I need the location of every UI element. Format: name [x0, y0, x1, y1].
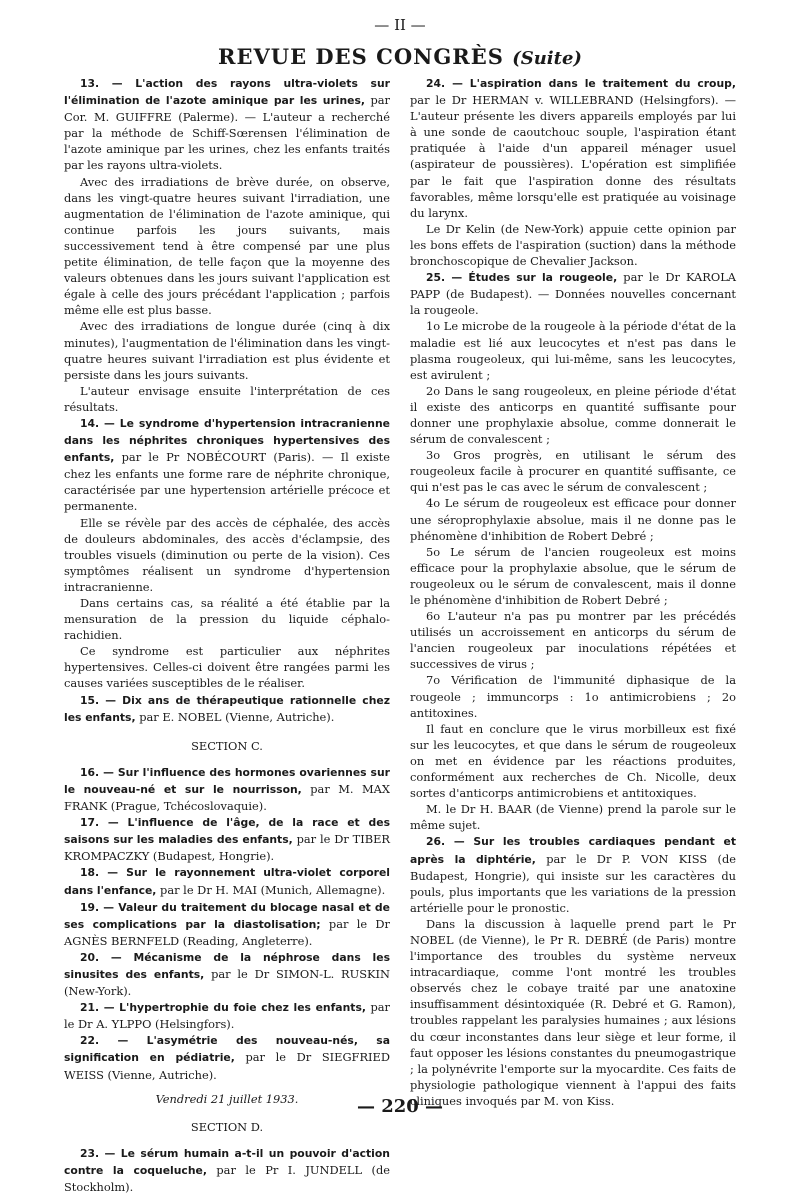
- article-entry: [64, 999, 390, 1032]
- article-heading: 25. — Études sur la rougeole,: [426, 271, 618, 285]
- paragraph: 7o Vérification de l'immunité diphasique de la rougeole ; immuncorps : 1o antimicrobiens ; 2o antitoxines.: [410, 673, 736, 720]
- article-text: par le Dr HERMAN v. WILLEBRAND (Helsingfors). — L'auteur présente les divers appareils employés par lui à une sonde de caoutchouc souple, l'aspiration étant pratiquée à l'aide d'un appareil ménager usuel (aspirateur de poussières). L'opération est simplifiée par le fait que l'aspiration donne des résultats favorables, même lorsqu'elle est pratiquée au voisinage du larynx.: [410, 93, 736, 220]
- paragraph: 5o Le sérum de l'ancien rougeoleux est moins efficace pour la prophylaxie absolue, que le sérum de rougeoleux ou le sérum de convalescent, mais il donne le phénomène d'inhibition de Robert Debré ;: [410, 544, 736, 607]
- left-column: [64, 75, 390, 1195]
- article-text: par le Dr P. VON KISS (de Budapest, Hongrie), qui insiste sur les caractères du pouls, plus importants que les variations de la pression artérielle pour le pronostic.: [410, 851, 736, 915]
- page-title: [0, 44, 800, 69]
- article-entry: [64, 415, 390, 515]
- article-text: par le Dr AGNÈS BERNFELD (Reading, Angleterre).: [64, 916, 390, 948]
- article-entry: [410, 833, 736, 915]
- article-heading: 14. — Le syndrome d'hypertension intracranienne dans les néphrites chroniques hypertensives des enfants,: [64, 416, 390, 465]
- article-text: par le Dr SIEGFRIED WEISS (Vienne, Autriche).: [64, 1050, 390, 1082]
- article-heading: 19. — Valeur du traitement du blocage nasal et de ses complications par la diastolisation;: [64, 900, 390, 931]
- title-main: REVUE DES CONGRÈS: [218, 44, 504, 69]
- signature-mark: — II —: [374, 16, 426, 34]
- page-number: — 220 —: [356, 1096, 444, 1117]
- paragraph: Avec des irradiations de longue durée (cinq à dix minutes), l'augmentation de l'élimination dans les vingt-quatre heures suivant l'irradiation est plus évidente et persiste dans les jours suivants.: [64, 319, 390, 382]
- article-text: par E. NOBEL (Vienne, Autriche).: [135, 709, 335, 724]
- article-heading: 23. — Le sérum humain a-t-il un pouvoir d'action contre la coqueluche,: [64, 1146, 390, 1177]
- article-entry: [64, 814, 390, 864]
- article-entry: [64, 75, 390, 174]
- article-heading: 24. — L'aspiration dans le traitement du croup,: [426, 77, 736, 90]
- article-text: par le Pr I. JUNDELL (de Stockholm).: [64, 1162, 390, 1194]
- article-text: par le Dr SIMON-L. RUSKIN (New-York).: [64, 966, 391, 999]
- paragraph: Dans certains cas, sa réalité a été établie par la mensuration de la pression du liquide céphalo-rachidien.: [64, 596, 390, 643]
- article-entry: [64, 1145, 390, 1195]
- paragraph: 1o Le microbe de la rougeole à la période d'état de la maladie est lié aux leucocytes et n'est pas dans le plasma rougeoleux, qui lui-même, sans les leucocytes, est avirulent ;: [410, 319, 736, 382]
- article-entry: [64, 949, 390, 999]
- article-entry: [64, 1032, 390, 1082]
- paragraph: 2o Dans le sang rougeoleux, en pleine période d'état il existe des anticorps en quantité suffisante pour donner une prophylaxie absolue, comme donnerait le sérum de convalescent ;: [410, 383, 736, 447]
- article-heading: 26. — Sur les troubles cardiaques pendant et après la diphtérie,: [410, 835, 736, 866]
- article-text: par le Dr A. YLPPO (Helsingfors).: [64, 1000, 390, 1032]
- article-heading: 13. — L'action des rayons ultra-violets sur l'élimination de l'azote aminique par les urines,: [64, 77, 390, 108]
- article-entry: [410, 75, 736, 221]
- article-heading: 18. — Sur le rayonnement ultra-violet corporel dans l'enfance,: [64, 866, 390, 897]
- article-entry: [410, 269, 736, 318]
- article-heading: 16. — Sur l'influence des hormones ovariennes sur le nouveau-né et sur le nourrisson,: [64, 765, 390, 796]
- article-heading: 17. — L'influence de l'âge, de la race et des saisons sur les maladies des enfants,: [64, 816, 390, 847]
- date-heading: Vendredi 21 juillet 1933.: [155, 1091, 299, 1106]
- title-suffix: (Suite): [512, 48, 582, 69]
- article-heading: 22. — L'asymétrie des nouveau-nés, sa signification en pédiatrie,: [64, 1034, 390, 1065]
- article-heading: 21. — L'hypertrophie du foie chez les enfants,: [80, 1001, 366, 1015]
- paragraph: 3o Gros progrès, en utilisant le sérum des rougeoleux facile à procurer en quantité suffisante, ce qui n'est pas le cas avec le sérum de convalescent ;: [410, 448, 736, 495]
- article-heading: 15. — Dix ans de thérapeutique rationnelle chez les enfants,: [64, 693, 390, 724]
- section-heading: SECTION C.: [191, 738, 263, 753]
- article-text: par le Dr KAROLA PAPP (de Budapest). — Données nouvelles concernant la rougeole.: [410, 270, 736, 318]
- paragraph: M. le Dr H. BAAR (de Vienne) prend la parole sur le même sujet.: [410, 802, 736, 833]
- article-text: par le Dr TIBER KROMPACZKY (Budapest, Hongrie).: [64, 832, 390, 864]
- article-text: par M. MAX FRANK (Prague, Tchécoslovaquie).: [64, 781, 390, 814]
- paragraph: L'auteur envisage ensuite l'interprétation de ces résultats.: [64, 383, 390, 414]
- paragraph: Il faut en conclure que le virus morbilleux est fixé sur les leucocytes, et que dans le sérum de rougeoleux on met en évidence par les réactions produites, conformément aux recherches de Ch. Nicolle, deux sortes d'anticorps antimicrobiens et antitoxiques.: [410, 721, 736, 801]
- paragraph: Le Dr Kelin (de New-York) appuie cette opinion par les bons effets de l'aspiration (suction) dans la méthode bronchoscopique de Chevalier Jackson.: [410, 221, 736, 269]
- paragraph: 6o L'auteur n'a pas pu montrer par les précédés utilisés un accroissement en anticorps du sérum de l'ancien rougeoleux par inoculations répétées et successives de virus ;: [410, 609, 736, 672]
- article-text: par le Pr NOBÉCOURT (Paris). — Il existe chez les enfants une forme rare de néphrite chronique, caractérisée par une hypertension artérielle précoce et permanente.: [64, 450, 390, 514]
- section-heading: SECTION D.: [190, 1119, 264, 1134]
- article-entry: [64, 764, 390, 814]
- article-text: par le Dr H. MAI (Munich, Allemagne).: [156, 882, 386, 897]
- article-entry: [64, 692, 390, 726]
- paragraph: Ce syndrome est particulier aux néphrites hypertensives. Celles-ci doivent être rangées parmi les causes variées susceptibles de le réaliser.: [64, 644, 390, 691]
- paragraph: Avec des irradiations de brève durée, on observe, dans les vingt-quatre heures suivant l'irradiation, une augmentation de l'élimination de l'azote aminique, qui continue parfois les jours suivants, mais successivement tend à être compensé par une plus petite élimination, de telle façon que la moyenne des valeurs obtenues dans les jours suivant l'application est égale à celle des jours précédant l'application ; parfois même elle est plus basse.: [64, 174, 390, 318]
- article-entry: [64, 864, 390, 898]
- article-text: par Cor. M. GUIFFRE (Palerme). — L'auteur a recherché par la méthode de Schiff-Sœrensen l'élimination de l'azote aminique par les urines, chez les enfants traités par les rayons ultra-violets.: [64, 93, 390, 173]
- article-entry: [64, 899, 390, 949]
- article-heading: 20. — Mécanisme de la néphrose dans les sinusites des enfants,: [64, 950, 390, 981]
- paragraph: Elle se révèle par des accès de céphalée, des accès de douleurs abdominales, des accès d'éclampsie, des troubles visuels (diminution ou perte de la vision). Ces symptômes réalisent un syndrome d'hypertension intracranienne.: [64, 515, 390, 594]
- paragraph: Dans la discussion à laquelle prend part le Pr NOBEL (de Vienne), le Pr R. DEBRÉ (de Paris) montre l'importance des troubles du système nerveux intracardiaque, comme l'ont montré les troubles observés chez le cobaye traité par une anatoxine insuffisamment désintoxiquée (R. Debré et G. Ramon), troubles rappelant les paralysies humaines ; aux lésions du cœur inconstantes dans leur siège et leur forme, il faut opposer les lésions constantes du pneumogastrique ; la polynévrite l'emporte sur la myocardite. Ces faits de physiologie pathologique viennent à l'appui des faits cliniques invoqués par M. von Kiss.: [410, 916, 736, 1108]
- paragraph: 4o Le sérum de rougeoleux est efficace pour donner une séroprophylaxie absolue, mais il ne donne pas le phénomène d'inhibition de Robert Debré ;: [410, 496, 736, 543]
- right-column: [410, 75, 736, 1109]
